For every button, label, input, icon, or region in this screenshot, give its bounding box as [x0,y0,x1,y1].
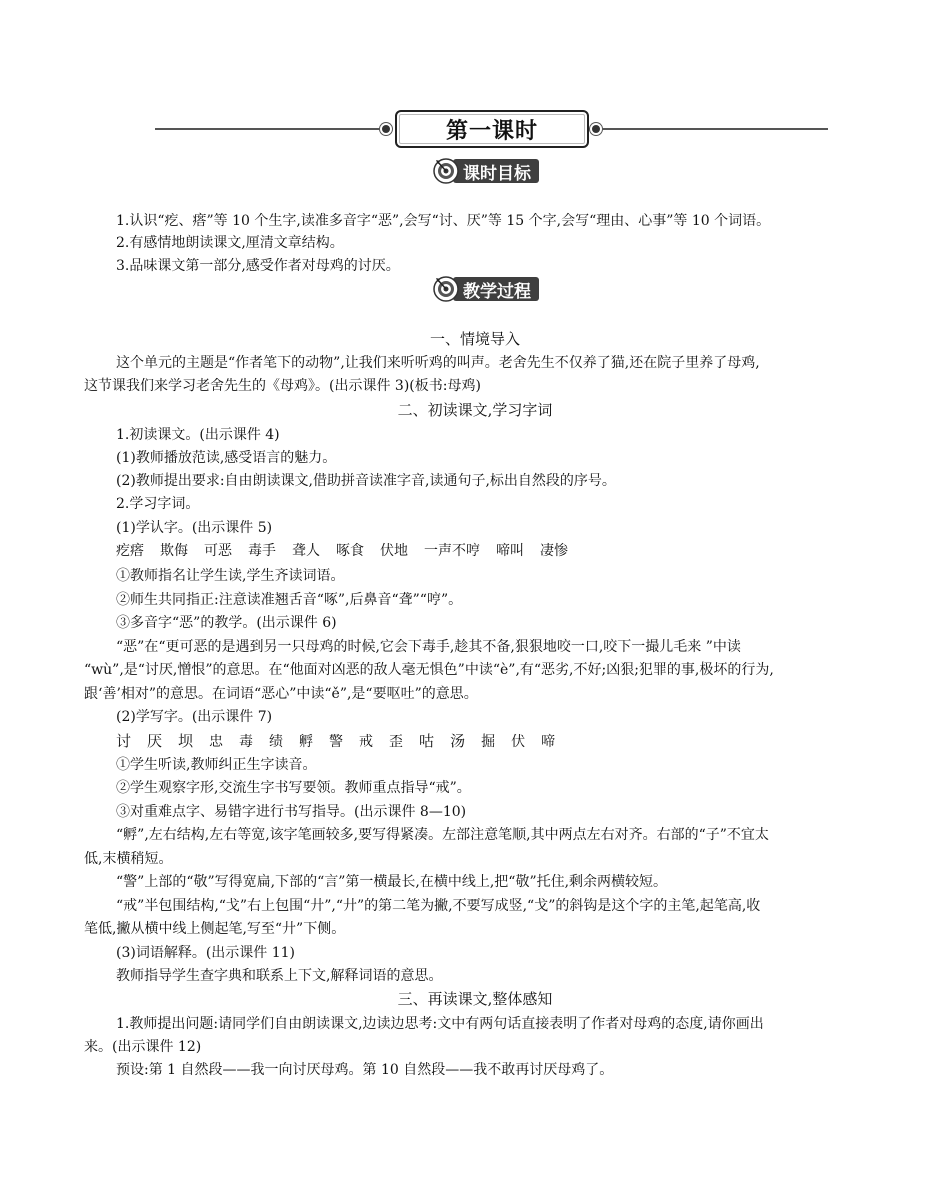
word: 一声不哼 [424,543,480,559]
word: 凄惨 [540,543,568,559]
paragraph-line: “孵”,左右结构,左右等宽,该字笔画较多,要写得紧凑。左部注意笔顺,其中两点左右对齐。右部的“子”不宜太 [116,827,769,843]
paragraph-line: 这节课我们来学习老舍先生的《母鸡》。(出示课件 3)(板书:母鸡) [84,378,481,394]
char: 厌 [147,732,163,750]
char: 咕 [419,732,435,750]
char: 啼 [541,734,556,750]
title-rule-dot-right [590,123,602,135]
paragraph-line: 笔低,撇从横中线上侧起笔,写至“廾”下侧。 [84,921,346,937]
target-icon [433,276,459,302]
word: 疙瘩 [116,543,144,559]
text-line: ①学生听读,教师纠正生字读音。 [116,757,317,773]
goals-badge [433,158,539,184]
char: 歪 [389,734,404,750]
paragraph-line: “恶”在“更可恶的是遇到另一只母鸡的时候,它会下毒手,趁其不备,狠狠地咬一口,咬下一撮儿毛来 ”中读 [116,639,741,655]
word: 聋人 [292,543,320,559]
paragraph-line: 跟‘善’相对”的意思。在词语“恶心”中读“ě”,是“要呕吐”的意思。 [84,686,478,702]
text-line: ③多音字“恶”的教学。(出示课件 6) [116,615,337,631]
word: 伏地 [380,543,408,559]
title-rule-left [155,128,387,130]
char: 汤 [450,732,466,750]
char: 伏 [511,734,526,750]
target-icon [433,158,459,184]
text-line: (2)教师提出要求:自由朗读课文,借助拼音读准字音,读通句子,标出自然段的序号。 [116,473,616,489]
char: 讨 [116,732,132,750]
word: 毒手 [248,543,276,559]
text-line: 教师指导学生查字典和联系上下文,解释词语的意思。 [116,968,443,984]
text-line: 2.学习字词。 [116,496,200,512]
paragraph-line: 这个单元的主题是“作者笔下的动物”,让我们来听听鸡的叫声。老舍先生不仅养了猫,还在院子里养了母鸡, [116,355,760,371]
text-line: 1.初读课文。(出示课件 4) [116,427,280,443]
paragraph-line: 低,末横稍短。 [84,851,173,867]
char: 坝 [178,732,194,750]
paragraph-line: “警”上部的“敬”写得宽扁,下部的“言”第一横最长,在横中线上,把“敬”托住,剩余两横较短。 [116,874,668,890]
text-line: ②学生观察字形,交流生字书写要领。教师重点指导“戒”。 [116,780,471,796]
text-line: ①教师指名让学生读,学生齐读词语。 [116,568,345,584]
text-line: (2)学写字。(出示课件 7) [116,709,273,725]
section-heading: 二、初读课文,学习字词 [397,401,553,419]
paragraph-line: 1.教师提出问题:请同学们自由朗读课文,边读边思考:文中有两句话直接表明了作者对母鸡的态度,请你画出 [116,1016,764,1032]
goal-item: 1.认识“疙、瘩”等 10 个生字,读准多音字“恶”,会写“讨、厌”等 15 个字,会写“理由、心事”等 10 个词语。 [116,213,771,229]
text-line: (1)学认字。(出示课件 5) [116,520,273,536]
char: 戒 [359,734,374,750]
lesson-title: 第一课时 [445,118,538,144]
text-line: ③对重难点字、易错字进行书写指导。(出示课件 8—10) [116,804,467,820]
goals-badge-label: 课时目标 [453,159,539,183]
paragraph-line: “wù”,是“讨厌,憎恨”的意思。在“他面对凶恶的敌人毫无惧色”中读“è”,有“恶劣,不好;凶狠;犯罪的事,极坏的行为, [84,662,774,678]
title-rule-right [596,128,828,130]
goal-item: 3.品味课文第一部分,感受作者对母鸡的讨厌。 [116,258,400,274]
section-heading: 一、情境导入 [429,330,520,348]
goal-item: 2.有感情地朗读课文,厘清文章结构。 [116,235,344,251]
word: 可恶 [204,543,232,559]
word-list [116,541,584,561]
paragraph-line: 来。(出示课件 12) [84,1039,202,1055]
word: 啼叫 [496,543,524,559]
text-line: ②师生共同指正:注意读准翘舌音“啄”,后鼻音“聋”“哼”。 [116,592,463,608]
word: 啄食 [336,543,364,559]
char: 掘 [481,734,496,750]
word: 欺侮 [160,543,188,559]
paragraph-line: 预设:第 1 自然段——我一向讨厌母鸡。第 10 自然段——我不敢再讨厌母鸡了。 [116,1062,614,1078]
process-badge [433,276,539,302]
char: 孵 [299,734,314,750]
process-badge-label: 教学过程 [453,277,539,301]
title-rule-dot-left [380,123,392,135]
char: 警 [329,734,344,750]
paragraph-line: “戒”半包围结构,“戈”右上包围“廾”,“廾”的第二笔为撇,不要写成竖,“戈”的斜钩是这个字的主笔,起笔高,收 [116,898,761,914]
char-list [116,731,571,752]
char: 毒 [239,734,254,750]
char: 绩 [269,734,284,750]
lesson-title-box [395,110,589,148]
section-heading: 三、再读课文,整体感知 [397,990,553,1008]
char: 忠 [209,734,224,750]
text-line: (3)词语解释。(出示课件 11) [116,945,296,961]
text-line: (1)教师播放范读,感受语言的魅力。 [116,450,337,466]
